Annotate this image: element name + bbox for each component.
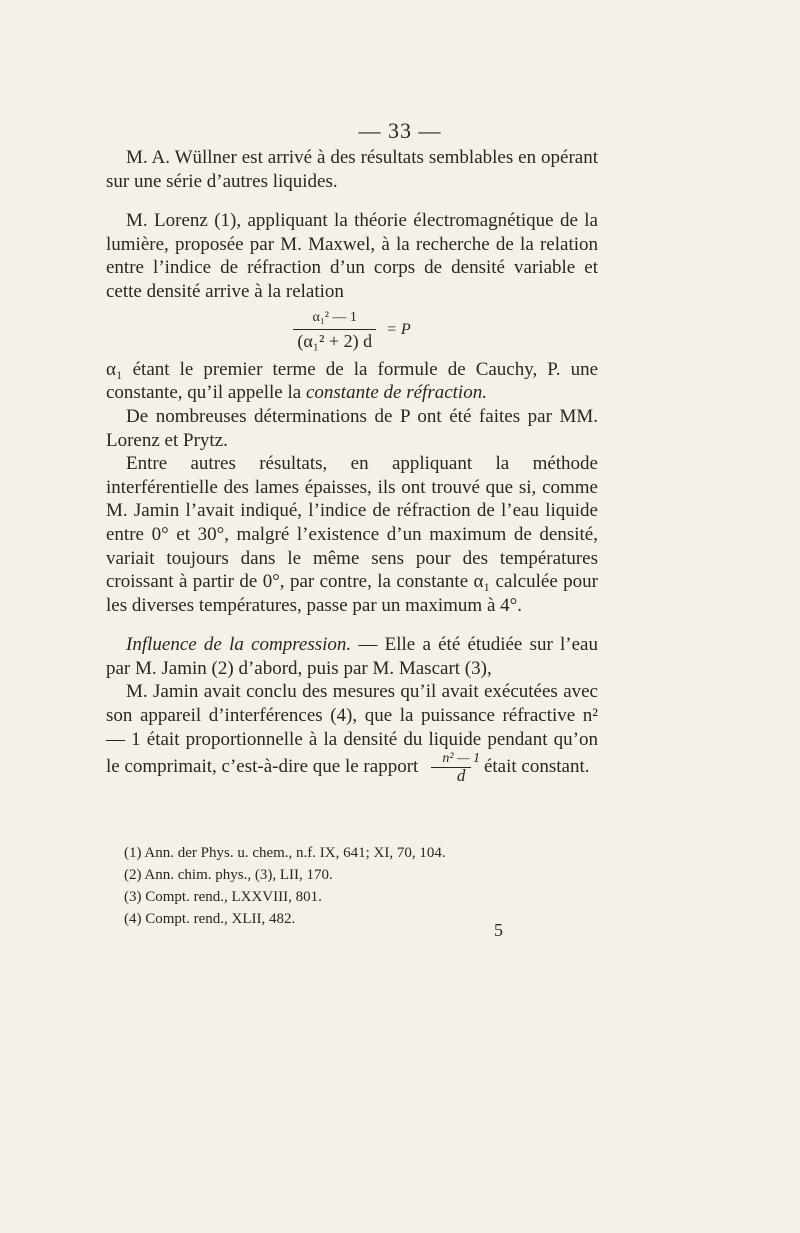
body-text — [106, 146, 598, 784]
formula-numerator: α₁² — 1 — [312, 309, 357, 325]
paragraph-results: Entre autres résultats, en appliquant la méthode interférentielle des lames épaisses, ils ont trouvé que si, comme M. Jamin l’avait indiqué, l’indice de réfraction de l’eau liquide entre 0° et 30°, malgré l’existence d’un maximum de densité, variait toujours dans le même sens pour des températures croissant à partir de 0°, par contre, la constante α₁ calculée pour les diverses températures, passe par un maximum à 4°. — [106, 453, 598, 616]
footnote: (2) Ann. chim. phys., (3), LII, 170. — [124, 867, 333, 883]
footnotes — [124, 842, 584, 930]
formula-fraction — [293, 306, 376, 354]
jamin-text: M. Jamin avait conclu des mesures qu’il avait exécutées avec son appareil d’interférences (4), que la puissance réfractive n² — 1 était proportionnelle à la densité du liquide pendant qu’on le comprimait, c’est-à-dire que le rapport — [106, 681, 598, 778]
footnote: (1) Ann. der Phys. u. chem., n.f. IX, 641; XI, 70, 104. — [124, 845, 446, 861]
constante-refraction-term: constante de réfraction. — [305, 382, 487, 404]
footnote: (4) Compt. rend., XLII, 482. — [124, 911, 296, 927]
signature-mark: 5 — [494, 920, 503, 940]
page-number: — 33 — — [358, 118, 442, 143]
paragraph-alpha-text: α₁ étant le premier terme de la formule de Cauchy, P. une constante, qu’il appelle la — [106, 358, 598, 404]
lorenz-formula — [106, 306, 598, 354]
formula-denominator: (α₁² + 2) d — [293, 329, 376, 354]
jamin-text-end: était constant. — [483, 756, 590, 778]
paragraph-determinations: De nombreuses déterminations de P ont été faites par MM. Lorenz et Prytz. — [106, 405, 598, 451]
section-heading-compression: Influence de la compression. — [126, 634, 352, 656]
paragraph-compression — [106, 633, 598, 680]
paragraph-alpha — [106, 358, 598, 405]
ratio-denominator: d — [431, 767, 472, 784]
compression-text: — Elle a été étudiée sur l’eau par M. Jamin (2) d’abord, puis par M. Mascart (3), — [106, 634, 598, 679]
ratio-fraction — [422, 751, 480, 784]
paragraph-jamin — [106, 680, 598, 784]
footnote: (3) Compt. rend., LXXVIII, 801. — [124, 889, 322, 905]
formula-rhs: = P — [386, 320, 411, 338]
paragraph-wullner: M. A. Wüllner est arrivé à des résultats semblables en opérant sur une série d’autres liquides. — [106, 147, 598, 192]
paragraph-lorenz: M. Lorenz (1), appliquant la théorie électromagnétique de la lumière, proposée par M. Maxwel, à la recherche de la relation entre l’indice de réfraction d’un corps de densité variable et cette densité arrive à la relation — [106, 210, 598, 302]
ratio-numerator: n² — 1 — [442, 751, 480, 767]
